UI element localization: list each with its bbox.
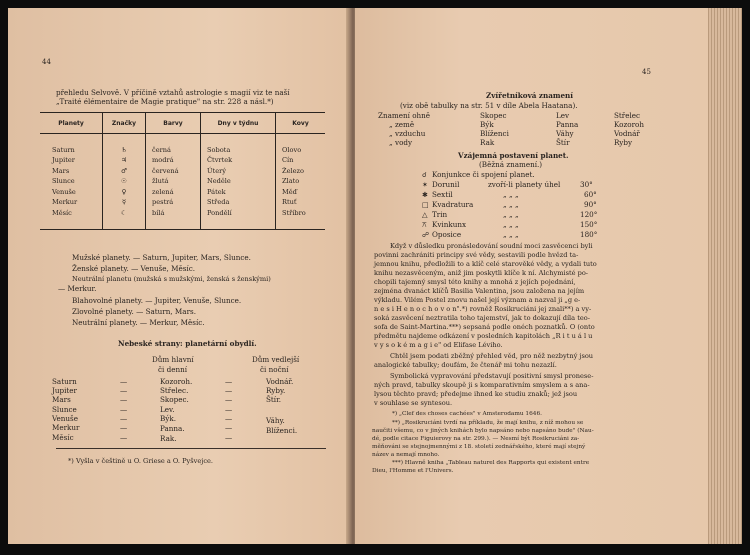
body-line: chopili tajemný smysl této knihy a mnohá z jejích pojednání,	[374, 278, 576, 286]
dash: —	[120, 414, 128, 423]
table-row	[40, 166, 325, 177]
houses-title: Nebeské strany: planetární obydlí.	[118, 339, 257, 348]
opposition-icon: ☍	[422, 230, 430, 239]
aspect-name: Kvadratura	[432, 200, 474, 209]
classification-line: Mužské planety. — Saturn, Jupiter, Mars, Slunce.	[72, 253, 251, 262]
classification-line: Neutrální planety. — Merkur, Měsíc.	[72, 318, 205, 327]
house-planet: Saturn	[52, 377, 77, 386]
body-line: Symbolická vypravování představují positivní smysl pronese-	[390, 372, 594, 380]
planet-name: Venuše	[52, 187, 76, 196]
sextile-icon: ✱	[422, 190, 429, 199]
classification-line: Zlovolné planety. — Saturn, Mars.	[72, 307, 196, 316]
weekday: Pondělí	[201, 208, 276, 219]
table-row	[40, 176, 325, 187]
house-planet: Měsíc	[52, 433, 74, 442]
classification-line: — Merkur.	[58, 284, 97, 293]
classification-line: Blahovolné planety. — Jupiter, Venuše, Slunce.	[72, 296, 242, 305]
body-line: předmětu najdeme odkázení v posledních kapitolách „R i t u á l u	[374, 332, 593, 340]
zodiac-sign: Býk	[480, 120, 494, 129]
footnote-line: dé, podle citace Figuierovy na str. 299.). — Nesmí být Rosikruciáni za-	[372, 436, 580, 442]
aspect-desc: „ „ „	[503, 230, 519, 239]
metal: Železo	[276, 166, 326, 177]
houses-col2-line1: Dům vedlejší	[252, 355, 300, 364]
zodiac-element: Znamení ohně	[378, 111, 431, 120]
aspect-desc: „ „ „	[503, 200, 519, 209]
body-line: analogické tabulky; doufám, že čtenář mi tohu nezazlí.	[374, 361, 557, 369]
houses-col1-line2: či denní	[158, 365, 188, 374]
aspect-name: Trin	[432, 210, 448, 219]
header-barvy: Barvy	[146, 113, 201, 134]
zodiac-sign: Kozoroh	[614, 120, 645, 129]
houses-col2-line2: či noční	[260, 365, 289, 374]
dash: —	[120, 386, 128, 395]
body-line: lysou těchto pravd; předejme ihned ke studiu znaků; jež jsou	[374, 390, 578, 398]
footnote-line: název a nemají mnoho.	[372, 452, 440, 458]
dash: —	[225, 405, 233, 414]
zodiac-sign: Štír	[556, 138, 570, 147]
intro-line-1: přehledu Selvově. V příčině vztahů astrologie s magií viz te naší	[56, 88, 290, 97]
aspect-name: Oposice	[432, 230, 462, 239]
house-planet: Venuše	[52, 414, 78, 423]
aspects-subtitle: (Běžná znamení.)	[479, 160, 543, 169]
weekday: Středa	[201, 197, 276, 208]
house-main: Skopec.	[160, 395, 189, 404]
metal: Zlato	[276, 176, 326, 187]
sun-symbol-icon: ☉	[103, 176, 146, 187]
moon-symbol-icon: ☾	[103, 208, 146, 219]
aspect-name: Sextil	[432, 190, 453, 199]
star-icon: ✶	[422, 180, 429, 189]
house-main: Rak.	[160, 434, 177, 443]
planet-name: Mars	[52, 166, 70, 175]
body-line: soká zasvěcení neztratila toho tajemství, jak to dokazují díla teo-	[374, 314, 590, 322]
house-planet: Merkur	[52, 423, 80, 432]
classification-line: Ženské planety. — Venuše, Měsíc.	[72, 264, 196, 273]
house-main: Lev.	[160, 405, 175, 414]
aspect-angle: 120°	[580, 210, 598, 219]
zodiac-sign: Lev	[556, 111, 570, 120]
body-line: n e s i H e n o c h o v o n".*) rovněž Rosikruciáni jej znali**) a vy-	[374, 305, 592, 313]
color: modrá	[146, 155, 201, 166]
aspect-desc: „ „ „	[503, 220, 519, 229]
house-main: Střelec.	[160, 386, 189, 395]
metal: Stříbro	[276, 208, 326, 219]
jupiter-symbol-icon: ♃	[103, 155, 146, 166]
metal: Rtuť	[276, 197, 326, 208]
footnote-line: *) „Clef des choses cachées" v Amsterodamu 1646.	[392, 411, 543, 417]
dash: —	[120, 423, 128, 432]
right-page-number: 45	[642, 68, 651, 76]
square-icon: □	[422, 200, 429, 209]
house-secondary: Vodnář.	[266, 377, 294, 386]
weekday: Úterý	[201, 166, 276, 177]
zodiac-sign: Vodnář	[614, 129, 640, 138]
page-edges	[708, 8, 742, 544]
zodiac-sign: Ryby	[614, 138, 633, 147]
body-line: výkladu. Vilém Postel znovu našel její význam a nazval ji „g e-	[374, 296, 581, 304]
zodiac-title: Zvířetníková znamení	[486, 91, 573, 100]
dash: —	[225, 433, 233, 442]
aspect-desc: zvoří-li planety úhel	[488, 180, 561, 189]
venus-symbol-icon: ♀	[103, 187, 146, 198]
zodiac-subtitle: (viz obě tabulky na str. 51 v díle Abela Haatana).	[400, 101, 578, 110]
table-row	[40, 187, 325, 198]
aspect-angle: 30°	[580, 180, 593, 189]
zodiac-sign: Panna	[556, 120, 579, 129]
color: červená	[146, 166, 201, 177]
house-secondary: Váhy.	[266, 416, 285, 425]
planet-name: Saturn	[52, 145, 75, 154]
zodiac-sign: Střelec	[614, 111, 641, 120]
body-line: Chtěl jsem podati zběžný přehled věd, pro něž nezbytný jsou	[390, 352, 594, 360]
triangle-icon: △	[422, 210, 428, 219]
header-dny: Dny v týdnu	[201, 113, 276, 134]
footnote-line: naučiti všemu, co v jiných knihách bylo napsáno nebo napsáno bude" (Nau-	[372, 428, 594, 434]
color: bílá	[146, 208, 201, 219]
table-row	[40, 208, 325, 219]
header-planety: Planety	[40, 113, 103, 134]
dash: —	[120, 433, 128, 442]
color: pestrá	[146, 197, 201, 208]
house-secondary: Štír.	[266, 395, 282, 404]
house-main: Býk.	[160, 414, 176, 423]
left-footnote: *) Vyšla v češtině u O. Griese a O. Pyšvejce.	[68, 457, 214, 465]
house-planet: Mars	[52, 395, 71, 404]
footnote-line: měňováni se stejnojmennými z 18. století zednářského, které mají stejný	[372, 444, 586, 450]
body-line: Když v důsledku pronásledování soudní moci zasvěcenci byli	[390, 242, 593, 250]
aspect-name: Dorunil	[432, 180, 460, 189]
footnote-line: Dieu, l'Homme et l'Univers.	[372, 468, 454, 474]
zodiac-element: „ vzduchu	[389, 129, 426, 138]
aspect-angle: 150°	[580, 220, 598, 229]
house-secondary: Blíženci.	[266, 426, 298, 435]
zodiac-sign: Váhy	[556, 129, 574, 138]
planet-table-header	[40, 113, 325, 134]
aspect-name: Kvinkunx	[432, 220, 467, 229]
zodiac-sign: Blíženci	[480, 129, 509, 138]
weekday: Čtvrtek	[201, 155, 276, 166]
dash: —	[120, 395, 128, 404]
saturn-symbol-icon: ♄	[103, 145, 146, 156]
house-planet: Slunce	[52, 405, 77, 414]
weekday: Neděle	[201, 176, 276, 187]
aspect-angle: 90°	[584, 200, 597, 209]
aspect-desc: „ „ „	[503, 210, 519, 219]
aspect-desc: „ „ „	[503, 190, 519, 199]
body-line: jemnou knihu, předložili to a klíč celé starověké vědy, a vydali tuto	[374, 260, 597, 268]
metal: Cín	[276, 155, 326, 166]
table-row	[40, 197, 325, 208]
metal: Olovo	[276, 145, 326, 156]
body-line: knihu nezasvěceným, aniž jim poskytli klíče k ní. Alchymisté po-	[374, 269, 589, 277]
aspect-name: Konjunkce či spojení planet.	[432, 170, 535, 179]
planet-name: Merkur	[52, 198, 78, 207]
weekday: Pátek	[201, 187, 276, 198]
dash: —	[120, 405, 128, 414]
aspect-angle: 60°	[584, 190, 597, 199]
dash: —	[225, 386, 233, 395]
quincunx-icon: ⚻	[422, 220, 427, 229]
weekday: Sobota	[201, 145, 276, 156]
conjunction-icon: ☌	[422, 170, 427, 179]
house-main: Kozoroh.	[160, 377, 193, 386]
body-line: zejména dvanáct klíčů Basilia Valentina, jsou založena na jejím	[374, 287, 585, 295]
dash: —	[225, 395, 233, 404]
classification-line: Neutrální planetu (mužská s mužskými, ženská s ženskými)	[72, 275, 271, 283]
color: černá	[146, 145, 201, 156]
zodiac-element: „ vody	[389, 138, 413, 147]
color: žlutá	[146, 176, 201, 187]
metal: Měď	[276, 187, 326, 198]
house-main: Panna.	[160, 424, 185, 433]
dash: —	[225, 414, 233, 423]
planet-table	[40, 112, 325, 230]
zodiac-sign: Rak	[480, 138, 495, 147]
body-line: v souhlase se syntesou.	[374, 399, 453, 407]
house-planet: Jupiter	[52, 386, 77, 395]
header-kovy: Kovy	[276, 113, 326, 134]
aspect-angle: 180°	[580, 230, 598, 239]
dash: —	[120, 377, 128, 386]
footnote-rule	[56, 448, 326, 449]
body-line: sofa de Saint-Martina.***) sepsaná podle onéch poznatků. O (onto	[374, 323, 595, 331]
footnote-line: ***) Hlavně kniha „Tableau naturel des Rapports qui existent entre	[392, 460, 590, 466]
color: zelená	[146, 187, 201, 198]
body-line: povinni zachrániti principy své vědy, sestavili podle hvězd ta-	[374, 251, 579, 259]
mars-symbol-icon: ♂	[103, 166, 146, 177]
planet-name: Měsíc	[52, 208, 72, 217]
table-row	[40, 145, 325, 156]
planet-name: Slunce	[52, 177, 75, 186]
table-row	[40, 155, 325, 166]
body-line: v y s o k é m a g i e" od Elifase Léviho.	[374, 341, 503, 349]
zodiac-element: „ země	[389, 120, 415, 129]
house-secondary: Ryby.	[266, 386, 286, 395]
mercury-symbol-icon: ☿	[103, 197, 146, 208]
intro-line-2: „Traité élémentaire de Magie pratique" na str. 228 a násl.*)	[56, 97, 274, 106]
body-line: ných pravd, tabulky skoupě ji s komparativním smyslem a s ana-	[374, 381, 590, 389]
dash: —	[225, 423, 233, 432]
header-znacky: Značky	[103, 113, 146, 134]
dash: —	[225, 377, 233, 386]
planet-name: Jupiter	[52, 156, 75, 165]
footnote-line: **) „Rosikruciáni tvrdí na příkladu, že mají knihu, z níž mohou se	[392, 420, 584, 426]
left-page-number: 44	[42, 58, 51, 66]
houses-col1-line1: Dům hlavní	[152, 355, 194, 364]
zodiac-sign: Skopec	[480, 111, 507, 120]
aspects-title: Vzájemná postavení planet.	[458, 151, 569, 160]
